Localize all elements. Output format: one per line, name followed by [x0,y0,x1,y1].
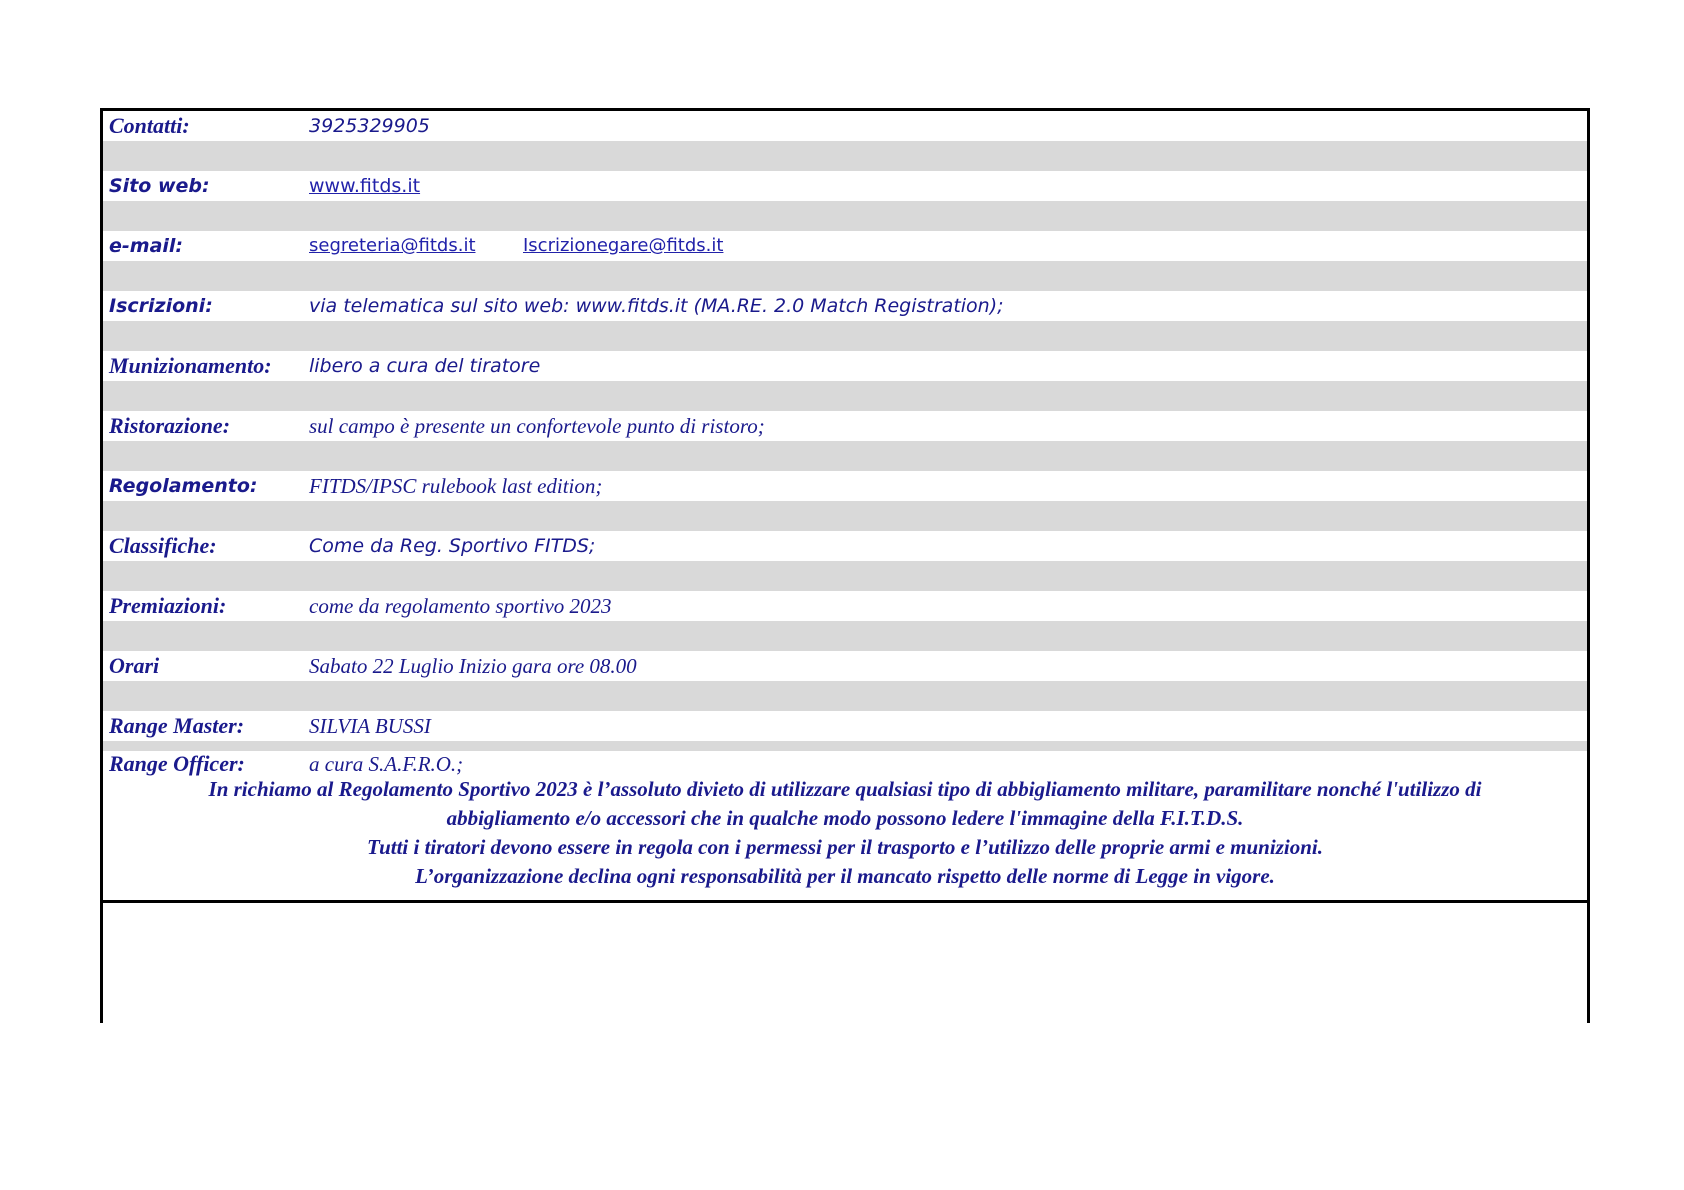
premiazioni-value: come da regolamento sportivo 2023 [309,594,612,618]
regolamento-label: Regolamento: [109,475,258,497]
sito-web-label: Sito web: [109,175,210,197]
band [103,441,1587,471]
email-label: e-mail: [109,235,184,257]
notice-line-1: In richiamo al Regolamento Sportivo 2023 è l’assoluto divieto di utilizzare qualsiasi tipo di abbigliamento militare, paramilitare nonché l'utilizzo di [208,777,1482,801]
band [103,501,1587,531]
classifiche-value: Come da Reg. Sportivo FITDS; [309,535,596,557]
row-contatti [103,111,1587,141]
row-orari [103,651,1587,681]
notice-line-3: Tutti i tiratori devono essere in regola con i permessi per il trasporto e l’utilizzo delle proprie armi e munizioni. [367,835,1323,859]
range-officer-label: Range Officer: [109,751,245,776]
regolamento-value: FITDS/IPSC rulebook last edition; [309,474,603,498]
row-premiazioni [103,591,1587,621]
iscrizioni-value: via telematica sul sito web: www.fitds.it (MA.RE. 2.0 Match Registration); [309,295,1004,317]
notice-line-2: abbigliamento e/o accessori che in qualche modo possono ledere l'immagine della F.I.T.D.S. [446,806,1244,830]
range-master-value: SILVIA BUSSI [309,714,431,738]
band [103,201,1587,231]
band [103,261,1587,291]
band [103,741,1587,751]
range-master-label: Range Master: [109,713,245,738]
band [103,381,1587,411]
contatti-value: 3925329905 [309,115,430,137]
row-regolamento [103,471,1587,501]
info-sheet [100,108,1590,1023]
orari-label: Orari [109,653,160,678]
row-classifiche [103,531,1587,561]
notice-line-4: L’organizzazione declina ogni responsabilità per il mancato rispetto delle norme di Legge in vigore. [415,864,1275,888]
band [103,621,1587,651]
row-munizionamento [103,351,1587,381]
contatti-label: Contatti: [109,113,190,138]
row-range-master [103,711,1587,741]
munizionamento-label: Munizionamento: [109,353,272,378]
row-range-officer [103,751,1587,777]
row-email [103,231,1587,261]
email-link-segreteria[interactable]: segreteria@fitds.it [309,235,476,256]
band [103,681,1587,711]
email-link-iscrizioni[interactable]: Iscrizionegare@fitds.it [523,235,724,256]
premiazioni-label: Premiazioni: [109,593,227,618]
iscrizioni-label: Iscrizioni: [109,295,213,317]
row-iscrizioni [103,291,1587,321]
info-table [103,111,1587,903]
band [103,321,1587,351]
range-officer-value: a cura S.A.F.R.O.; [309,752,464,776]
band [103,141,1587,171]
website-link[interactable]: www.fitds.it [309,175,421,197]
ristorazione-value: sul campo è presente un confortevole punto di ristoro; [309,414,765,438]
orari-value: Sabato 22 Luglio Inizio gara ore 08.00 [309,654,637,678]
row-sito-web [103,171,1587,201]
munizionamento-value: libero a cura del tiratore [309,355,541,377]
ristorazione-label: Ristorazione: [109,413,231,438]
band [103,561,1587,591]
classifiche-label: Classifiche: [109,533,217,558]
row-ristorazione [103,411,1587,441]
